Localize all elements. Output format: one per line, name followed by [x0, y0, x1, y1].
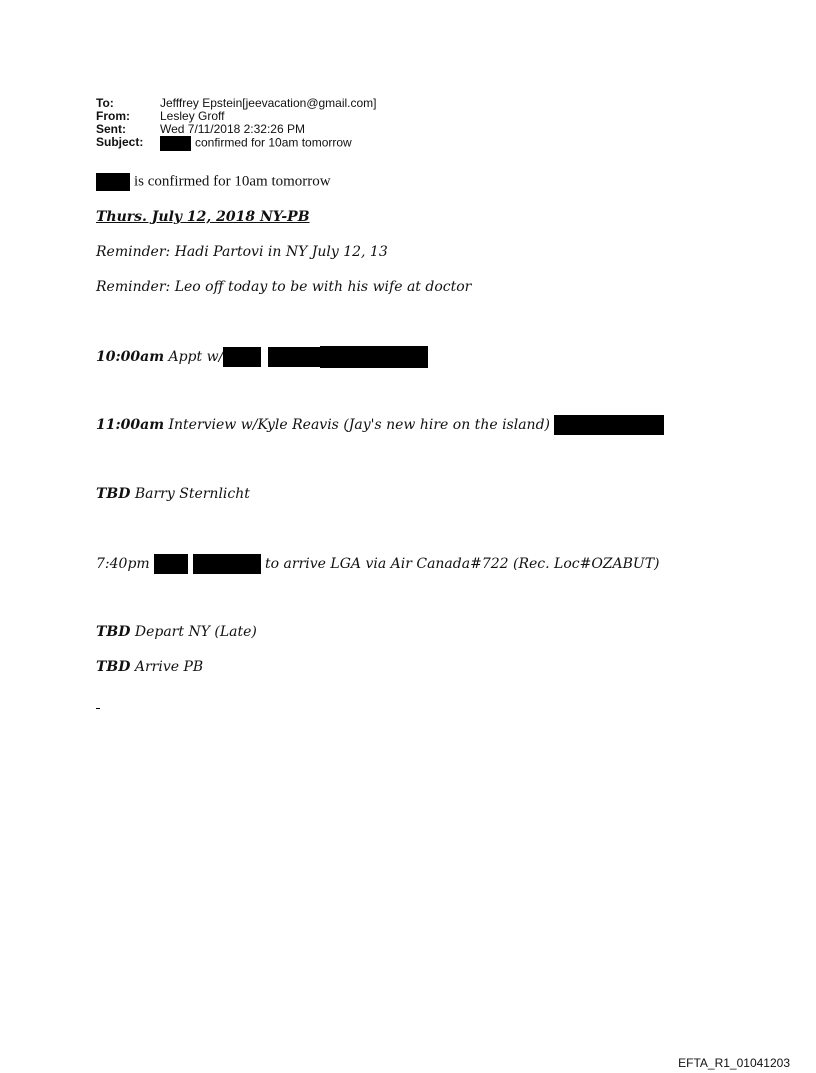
- reminder-line: Reminder: Leo off today to be with his wife at doctor: [96, 279, 472, 295]
- event-line: [96, 415, 664, 435]
- subject-row: [96, 136, 377, 151]
- subject-label: Subject:: [96, 135, 144, 149]
- to-value: Jefffrey Epstein[jeevacation@gmail.com]: [160, 96, 377, 110]
- event-text: Barry Sternlicht: [134, 486, 250, 502]
- event-text: Depart NY (Late): [134, 624, 257, 640]
- event-text: Arrive PB: [134, 659, 204, 675]
- from-label: From:: [96, 109, 130, 123]
- sent-value: Wed 7/11/2018 2:32:26 PM: [160, 122, 305, 136]
- document-id: EFTA_R1_01041203: [678, 1056, 790, 1070]
- event-time: TBD: [96, 659, 131, 675]
- subject-value-wrap: [160, 136, 352, 151]
- subject-value: confirmed for 10am tomorrow: [195, 135, 352, 150]
- stray-dash: [96, 708, 100, 709]
- redaction-box: [554, 415, 664, 435]
- email-header: [96, 97, 377, 151]
- redaction-box: [320, 346, 428, 368]
- event-text: Appt w/: [168, 349, 224, 365]
- confirmation-line: [96, 173, 331, 191]
- event-line: [96, 659, 203, 675]
- redaction-box: [160, 136, 191, 151]
- event-text: to arrive LGA via Air Canada#722 (Rec. Loc#OZABUT): [265, 556, 660, 572]
- confirmation-text: is confirmed for 10am tomorrow: [134, 173, 331, 190]
- event-time: TBD: [96, 624, 131, 640]
- reminder-line: Reminder: Hadi Partovi in NY July 12, 13: [96, 244, 388, 260]
- sent-label: Sent:: [96, 122, 126, 136]
- event-line: [96, 624, 257, 640]
- event-time: 7:40pm: [96, 556, 150, 572]
- from-value: Lesley Groff: [160, 109, 225, 123]
- event-text: Interview w/Kyle Reavis (Jay's new hire on the island): [168, 417, 550, 433]
- event-time: 10:00am: [96, 349, 165, 365]
- redaction-box: [154, 554, 188, 574]
- to-label: To:: [96, 96, 114, 110]
- to-row: [96, 97, 377, 110]
- redaction-box: [96, 173, 130, 191]
- event-time: 11:00am: [96, 417, 165, 433]
- event-line: [96, 554, 660, 574]
- date-heading: Thurs. July 12, 2018 NY-PB: [96, 209, 310, 225]
- redaction-box: [268, 347, 320, 367]
- event-line: [96, 346, 428, 368]
- redaction-box: [193, 554, 261, 574]
- event-line: [96, 486, 250, 502]
- redaction-box: [223, 347, 261, 367]
- event-time: TBD: [96, 486, 131, 502]
